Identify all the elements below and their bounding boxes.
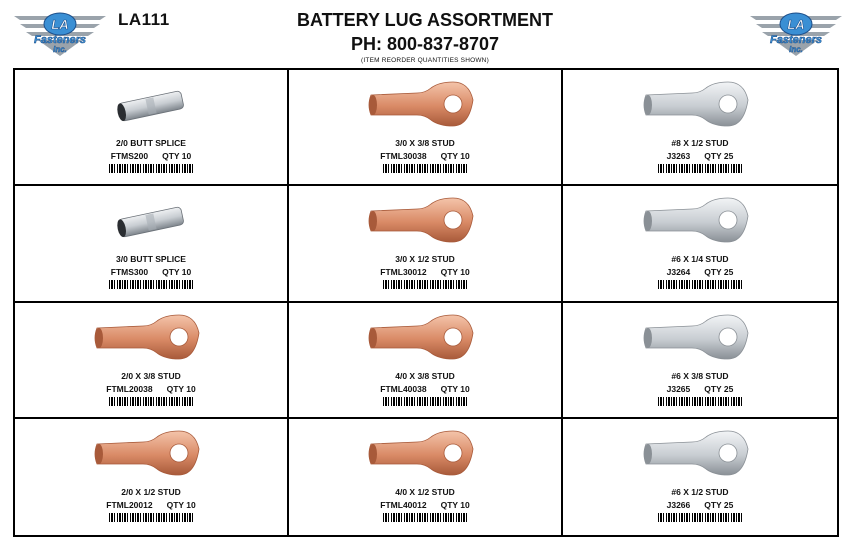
product-image: [15, 429, 287, 481]
copper-lug-icon: [91, 429, 211, 481]
product-name: #6 X 1/2 STUD: [671, 486, 729, 497]
product-cell: [15, 70, 289, 186]
product-line: [289, 500, 561, 510]
part-number: J3266: [666, 499, 691, 510]
part-number: FTMS300: [110, 267, 149, 278]
product-cell: [563, 303, 837, 419]
reorder-quantity: QTY 10: [440, 151, 470, 161]
tinned-lug-icon: [640, 429, 760, 481]
svg-text:LA: LA: [51, 17, 69, 32]
butt-splice-icon: [111, 86, 191, 126]
product-name: #6 X 1/4 STUD: [671, 254, 729, 265]
assortment-code: LA111: [118, 10, 170, 29]
product-image: [15, 313, 287, 365]
product-cell: [15, 303, 289, 419]
svg-text:Inc.: Inc.: [789, 45, 803, 54]
product-cell: [563, 419, 837, 535]
tinned-lug-icon: [640, 80, 760, 132]
part-number: J3264: [666, 267, 691, 278]
barcode: [109, 280, 193, 289]
part-number: FTMS200: [110, 151, 149, 161]
product-image: [563, 196, 837, 248]
reorder-quantity: QTY 10: [162, 151, 192, 161]
tinned-lug-icon: [640, 196, 760, 248]
product-line: [563, 267, 837, 277]
page-title: BATTERY LUG ASSORTMENT: [297, 10, 553, 30]
product-name: 2/0 BUTT SPLICE: [116, 138, 186, 148]
product-name: 4/0 X 3/8 STUD: [395, 370, 455, 381]
barcode: [658, 513, 742, 522]
part-number: FTML30012: [380, 267, 427, 278]
product-line: [15, 500, 287, 510]
product-image: [563, 429, 837, 481]
product-name: 4/0 X 1/2 STUD: [395, 486, 455, 497]
part-number: FTML20012: [106, 499, 153, 510]
reorder-quantity: QTY 10: [440, 267, 470, 278]
tinned-lug-icon: [640, 313, 760, 365]
reorder-quantity: QTY 10: [166, 499, 196, 510]
reorder-quantity: QTY 25: [704, 267, 734, 278]
product-line: [563, 151, 837, 161]
copper-lug-icon: [365, 80, 485, 132]
barcode: [383, 513, 467, 522]
reorder-note: (ITEM REORDER QUANTITIES SHOWN): [361, 57, 489, 64]
product-name: #6 X 3/8 STUD: [671, 370, 729, 381]
product-image: [563, 313, 837, 365]
copper-lug-icon: [91, 313, 211, 365]
barcode: [658, 397, 742, 406]
part-number: FTML40012: [380, 499, 427, 510]
product-line: [289, 151, 561, 161]
product-name: 2/0 X 1/2 STUD: [121, 486, 181, 497]
reorder-quantity: QTY 10: [162, 267, 192, 278]
product-line: [15, 151, 287, 161]
product-image: [289, 313, 561, 365]
product-line: [563, 500, 837, 510]
barcode: [658, 280, 742, 289]
copper-lug-icon: [365, 196, 485, 248]
product-cell: [289, 419, 563, 535]
product-image: [15, 196, 287, 248]
reorder-quantity: QTY 25: [704, 499, 734, 510]
product-line: [15, 267, 287, 277]
product-cell: [563, 186, 837, 302]
product-name: #8 X 1/2 STUD: [671, 138, 729, 148]
product-image: [563, 80, 837, 132]
barcode: [383, 280, 467, 289]
copper-lug-icon: [365, 313, 485, 365]
product-image: [289, 80, 561, 132]
phone-number: PH: 800-837-8707: [350, 34, 500, 54]
barcode: [383, 397, 467, 406]
product-name: 3/0 BUTT SPLICE: [116, 254, 186, 265]
part-number: FTML30038: [380, 151, 427, 161]
part-number: J3265: [666, 383, 691, 394]
part-number: J3263: [666, 151, 691, 161]
product-line: [289, 267, 561, 277]
product-cell: [15, 419, 289, 535]
barcode: [109, 397, 193, 406]
barcode: [109, 513, 193, 522]
product-cell: [289, 70, 563, 186]
svg-text:LA: LA: [787, 17, 805, 32]
svg-text:Inc.: Inc.: [53, 45, 67, 54]
product-image: [289, 429, 561, 481]
part-number: FTML40038: [380, 383, 427, 394]
reorder-quantity: QTY 25: [704, 151, 734, 161]
reorder-quantity: QTY 10: [440, 499, 470, 510]
product-cell: [289, 186, 563, 302]
barcode: [109, 164, 193, 173]
product-line: [15, 384, 287, 394]
product-cell: [15, 186, 289, 302]
product-name: 3/0 X 1/2 STUD: [395, 254, 455, 265]
product-name: 2/0 X 3/8 STUD: [121, 370, 181, 381]
item-grid: [13, 68, 839, 537]
product-line: [289, 384, 561, 394]
product-line: [563, 384, 837, 394]
product-cell: [289, 303, 563, 419]
copper-lug-icon: [365, 429, 485, 481]
product-image: [289, 196, 561, 248]
barcode: [383, 164, 467, 173]
product-image: [15, 80, 287, 132]
svg-text:Fasteners: Fasteners: [770, 34, 822, 46]
barcode: [658, 164, 742, 173]
butt-splice-icon: [111, 202, 191, 242]
reorder-quantity: QTY 10: [166, 383, 196, 394]
reorder-quantity: QTY 10: [440, 383, 470, 394]
product-name: 3/0 X 3/8 STUD: [395, 138, 455, 148]
part-number: FTML20038: [106, 383, 153, 394]
reorder-quantity: QTY 25: [704, 383, 734, 394]
svg-text:Fasteners: Fasteners: [34, 34, 86, 46]
product-cell: [563, 70, 837, 186]
